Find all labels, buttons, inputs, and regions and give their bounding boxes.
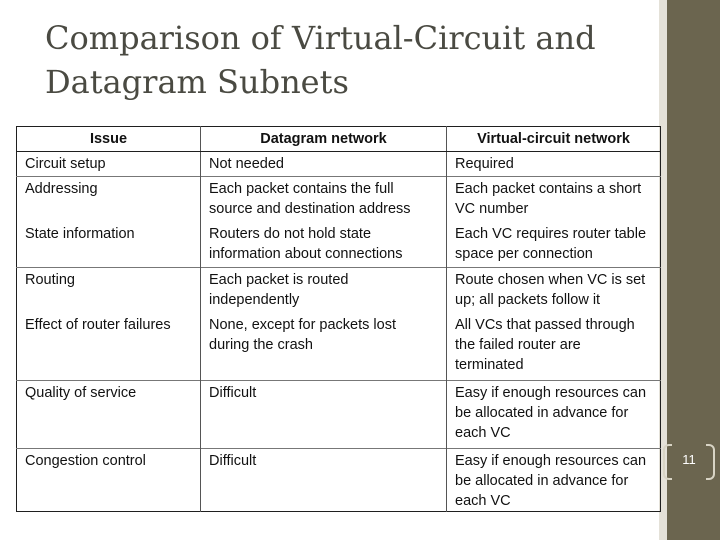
table-row xyxy=(17,268,661,314)
right-bracket-icon xyxy=(706,444,715,480)
cell-issue: Routing xyxy=(17,268,201,314)
cell-virtual-circuit: Route chosen when VC is set up; all packets follow it xyxy=(447,268,661,314)
slide-title: Comparison of Virtual-Circuit and Datagram Subnets xyxy=(45,19,596,101)
cell-virtual-circuit: Each packet contains a short VC number xyxy=(447,176,661,222)
header-datagram-network: Datagram network xyxy=(201,127,447,152)
cell-issue: State information xyxy=(25,225,135,242)
cell-datagram: Not needed xyxy=(201,152,447,177)
cell-virtual-circuit: Easy if enough resources can be allocated in advance for each VC xyxy=(447,449,661,512)
table-row xyxy=(17,176,661,222)
cell-virtual-circuit: Easy if enough resources can be allocated in advance for each VC xyxy=(447,381,661,449)
header-issue: Issue xyxy=(17,127,201,152)
table-row xyxy=(17,449,661,512)
cell-datagram: Difficult xyxy=(201,381,447,449)
table-row xyxy=(17,313,661,380)
cell-datagram: Routers do not hold state information about connections xyxy=(201,222,447,268)
page-number-badge xyxy=(663,444,715,478)
table-row xyxy=(17,152,661,177)
comparison-table xyxy=(16,126,661,512)
cell-issue: Quality of service xyxy=(17,381,201,449)
table-row xyxy=(17,381,661,449)
cell-datagram: None, except for packets lost during the crash xyxy=(201,313,447,380)
cell-issue: Circuit setup xyxy=(25,156,106,172)
cell-datagram: Each packet is routed independently xyxy=(201,268,447,314)
cell-virtual-circuit: All VCs that passed through the failed router are terminated xyxy=(447,313,661,380)
page-number: 11 xyxy=(682,452,696,467)
header-virtual-circuit-network: Virtual-circuit network xyxy=(447,127,661,152)
cell-datagram: Difficult xyxy=(201,449,447,512)
table-header-row xyxy=(17,127,661,152)
cell-virtual-circuit: Required xyxy=(447,152,661,177)
cell-issue: Effect of router failures xyxy=(25,317,171,334)
cell-issue: Congestion control xyxy=(17,449,201,512)
cell-virtual-circuit: Each VC requires router table space per connection xyxy=(447,222,661,268)
table-row xyxy=(17,222,661,268)
cell-datagram: Each packet contains the full source and destination address xyxy=(201,176,447,222)
cell-issue: Addressing xyxy=(17,176,201,222)
